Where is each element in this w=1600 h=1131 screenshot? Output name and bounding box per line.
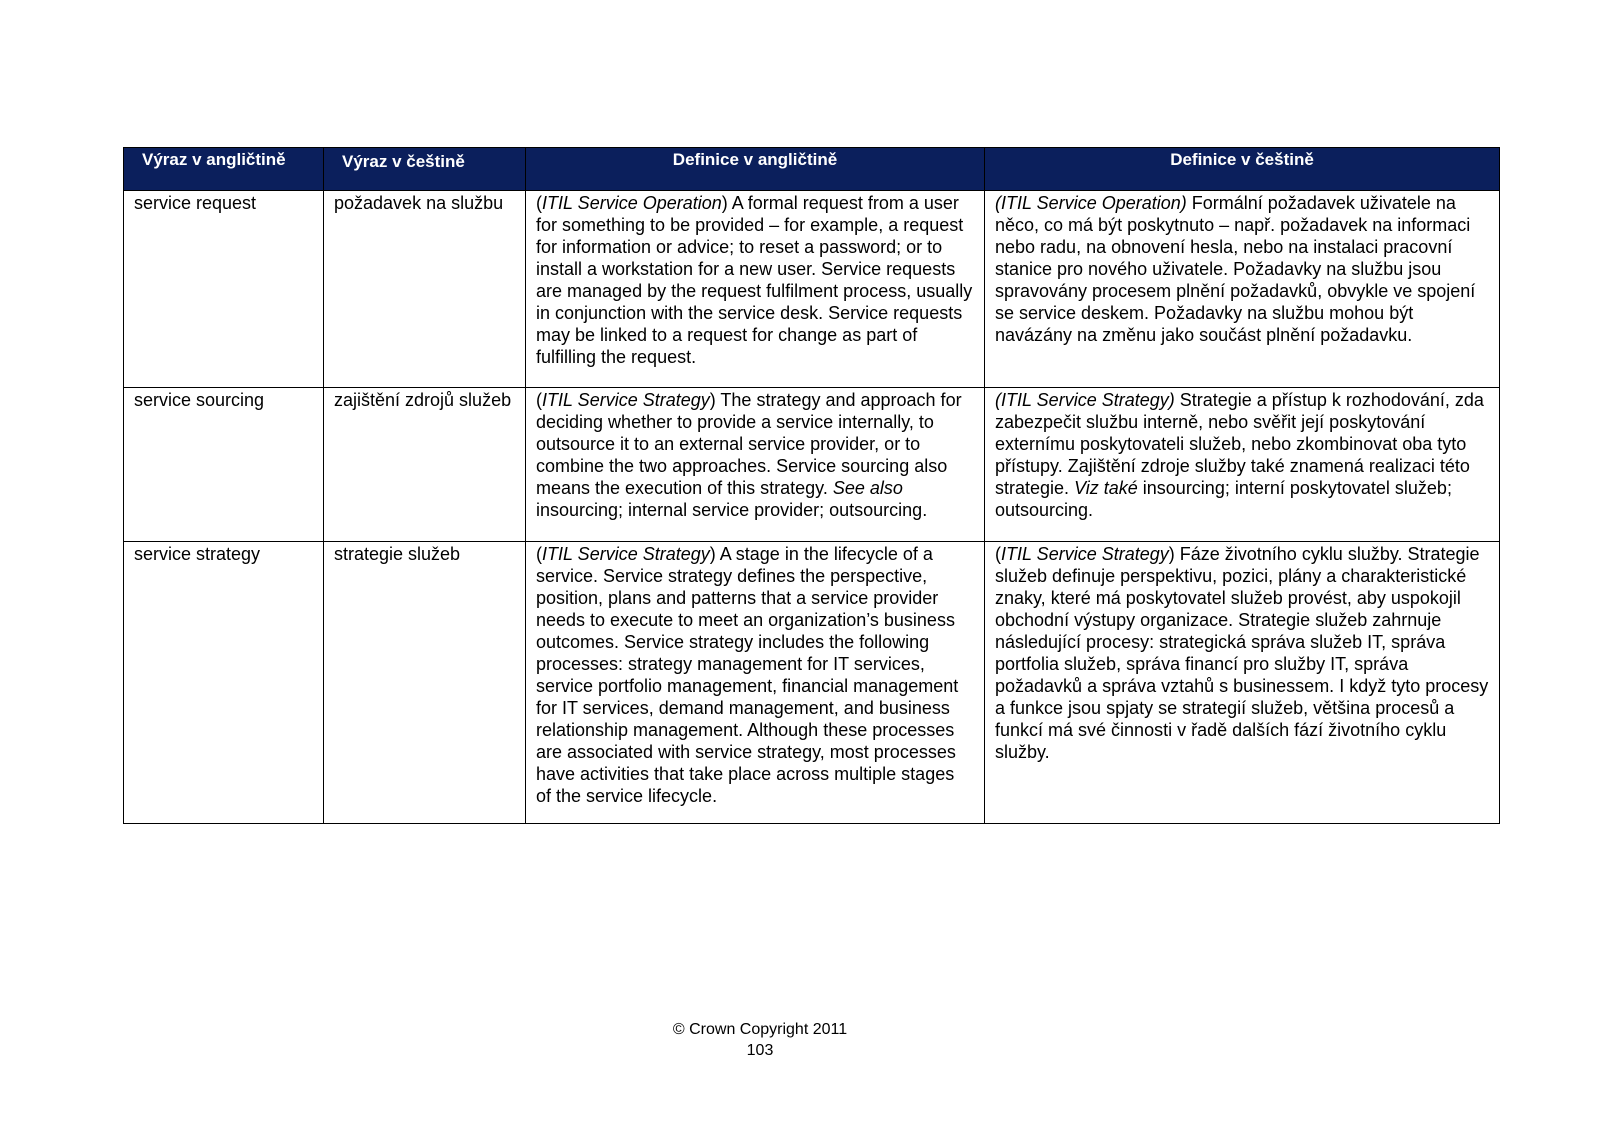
see-also-label: Viz také bbox=[1074, 478, 1138, 498]
see-also-label: See also bbox=[832, 478, 903, 498]
term-en-cell: service sourcing bbox=[124, 388, 324, 542]
definition-en-cell: (ITIL Service Strategy) The strategy and approach for deciding whether to provide a service internally, to outsource it to an external service provider, or to combine the two approaches. Service sourcing also means the execution of this strategy. See also insourcing; internal service provider; outsourcing. bbox=[526, 388, 985, 542]
table-row bbox=[124, 542, 1500, 824]
page-number: 103 bbox=[746, 1042, 774, 1059]
column-header-label: Výraz v angličtině bbox=[142, 150, 286, 169]
copyright-notice: © Crown Copyright 2011 bbox=[672, 1021, 848, 1038]
see-also-text: insourcing; interní poskytovatel služeb; outsourcing. bbox=[995, 478, 1452, 520]
column-header-def-en bbox=[526, 148, 985, 191]
definition-source-ref: ITIL Service Strategy bbox=[542, 544, 710, 564]
definition-cz-cell: (ITIL Service Strategy) Fáze životního cyklu služby. Strategie služeb definuje perspektivu, pozici, plány a charakteristické znaky, které má poskytovatel služeb provést, aby uspokojil obchodní výstupy organizace. Strategie služeb zahrnuje následující procesy: strategická správa služeb IT, správa portfolia služeb, správa financí pro služby IT, správa požadavků a správa vztahů s businessem. I když tyto procesy a funkce jsou spjaty se strategií služeb, většina procesů a funkcí má své činnosti v řadě dalších fází životního cyklu služby. bbox=[985, 542, 1500, 824]
definition-source-ref: ITIL Service Strategy bbox=[542, 390, 710, 410]
term-cz-cell: strategie služeb bbox=[324, 542, 526, 824]
term-en-cell: service strategy bbox=[124, 542, 324, 824]
definition-en-cell: (ITIL Service Strategy) A stage in the lifecycle of a service. Service strategy defines the perspective, position, plans and patterns that a service provider needs to execute to meet an organization’s business outcomes. Service strategy includes the following processes: strategy management for IT services, service portfolio management, financial management for IT services, demand management, and business relationship management. Although these processes are associated with service strategy, most processes have activities that take place across multiple stages of the service lifecycle. bbox=[526, 542, 985, 824]
column-header-term-en bbox=[124, 148, 324, 191]
definition-text: A stage in the lifecycle of a service. Service strategy defines the perspective, position, plans and patterns that a service provider needs to execute to meet an organization’s business outcomes. Service strategy includes the following processes: strategy management for IT services, service portfolio management, financial management for IT services, demand management, and business relationship management. Although these processes are associated with service strategy, most processes have activities that take place across multiple stages of the service lifecycle. bbox=[536, 544, 959, 806]
column-header-label: Definice v angličtině bbox=[672, 150, 838, 169]
definition-source-ref: ITIL Service Operation bbox=[542, 193, 722, 213]
definition-text: The strategy and approach for deciding whether to provide a service internally, to outsource it to an external service provider, or to combine the two approaches. Service sourcing also means the execution of this strategy. bbox=[536, 390, 962, 498]
definition-cz-cell bbox=[985, 191, 1500, 388]
term-cz-cell: požadavek na službu bbox=[324, 191, 526, 388]
definition-text: Strategie a přístup k rozhodování, zda zabezpečit službu interně, nebo svěřit její poskytování externímu poskytovateli služeb, nebo zkombinovat oba tyto přístupy. Zajištění zdroje služby také znamená realizaci této strategie. bbox=[995, 390, 1484, 498]
column-header-term-cz bbox=[324, 148, 526, 191]
definition-text: Fáze životního cyklu služby. Strategie služeb definuje perspektivu, pozici, plány a charakteristické znaky, které má poskytovatel služeb provést, aby uspokojil obchodní výstupy organizace. Strategie služeb zahrnuje následující procesy: strategická správa služeb IT, správa portfolia služeb, správa financí pro služby IT, správa požadavků a správa vztahů s businessem. I když tyto procesy a funkce jsou spjaty se strategií služeb, většina procesů a funkcí má své činnosti v řadě dalších fází životního cyklu služby. bbox=[995, 544, 1489, 762]
definition-source-ref: ITIL Service Strategy bbox=[1001, 544, 1169, 564]
term-en-cell: service request bbox=[124, 191, 324, 388]
table-row bbox=[124, 191, 1500, 388]
definition-source-ref: (ITIL Service Operation) bbox=[995, 193, 1187, 213]
see-also-text: insourcing; internal service provider; outsourcing. bbox=[536, 500, 928, 520]
definition-text: Formální požadavek uživatele na něco, co má být poskytnuto – např. požadavek na informaci nebo radu, na obnovení hesla, nebo na instalaci pracovní stanice pro nového uživatele. Požadavky na službu jsou spravovány procesem plnění požadavků, obvykle ve spojení se service deskem. Požadavky na službu mohou být navázány na změnu jako součást plnění požadavku. bbox=[995, 193, 1476, 345]
column-header-def-cz bbox=[985, 148, 1500, 191]
table-row bbox=[124, 388, 1500, 542]
glossary-table bbox=[123, 147, 1500, 824]
definition-source-ref: (ITIL Service Strategy) bbox=[995, 390, 1175, 410]
column-header-label: Výraz v češtině bbox=[342, 152, 465, 171]
definition-en-cell: (ITIL Service Operation) A formal request from a user for something to be provided – for example, a request for information or advice; to reset a password; or to install a workstation for a new user. Service requests are managed by the request fulfilment process, usually in conjunction with the service desk. Service requests may be linked to a request for change as part of fulfilling the request. bbox=[526, 191, 985, 388]
term-cz-cell: zajištění zdrojů služeb bbox=[324, 388, 526, 542]
definition-text: A formal request from a user for something to be provided – for example, a request for information or advice; to reset a password; or to install a workstation for a new user. Service requests are managed by the request fulfilment process, usually in conjunction with the service desk. Service requests may be linked to a request for change as part of fulfilling the request. bbox=[536, 193, 973, 367]
column-header-label: Definice v češtině bbox=[1170, 150, 1314, 169]
definition-cz-cell bbox=[985, 388, 1500, 542]
table-header-row bbox=[124, 148, 1500, 191]
